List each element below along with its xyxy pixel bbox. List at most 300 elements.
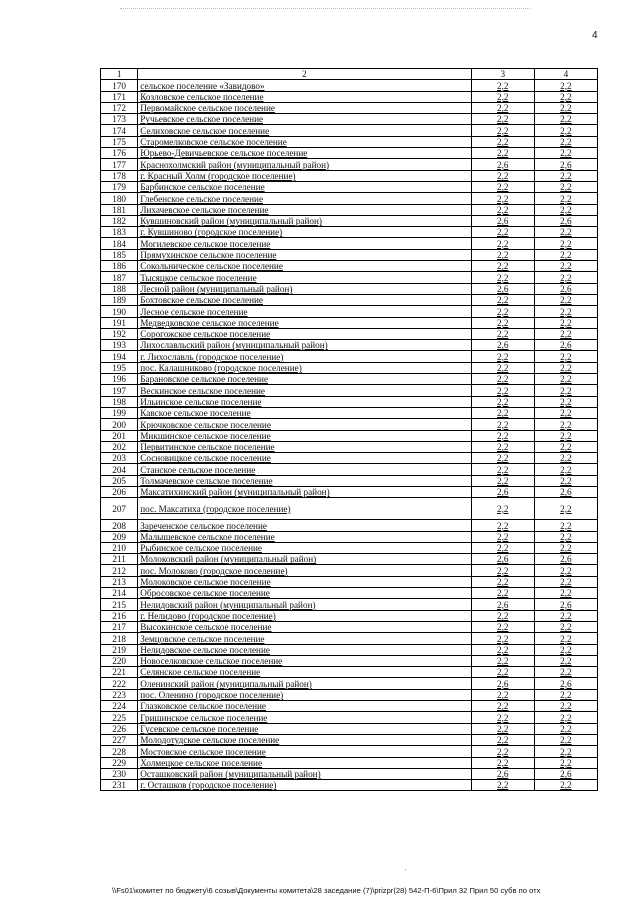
- value-col-3-text: 2,2: [496, 656, 509, 667]
- page-number: 4: [592, 30, 598, 41]
- settlement-name-text: Кувшиновский район (муниципальный район): [140, 216, 322, 227]
- settlement-name-text: Крючковское сельское поселение: [140, 419, 271, 430]
- value-col-3-text: 2,2: [496, 543, 509, 554]
- settlement-name-text: Селиховское сельское поселение: [140, 125, 270, 136]
- value-col-4: [534, 193, 597, 204]
- table-row: [101, 475, 598, 486]
- settlement-name: [138, 351, 471, 362]
- settlement-name: [138, 655, 471, 666]
- value-col-4: [534, 396, 597, 407]
- value-col-4: [534, 565, 597, 576]
- value-col-3: [471, 249, 534, 260]
- value-col-3: [471, 419, 534, 430]
- row-number: 170: [101, 80, 138, 91]
- value-col-3-text: 2,2: [496, 746, 509, 757]
- row-number: 182: [101, 215, 138, 226]
- value-col-3-text: 2,6: [496, 554, 509, 565]
- value-col-4-text: 2,6: [560, 769, 572, 780]
- value-col-3-text: 2,6: [496, 487, 509, 498]
- table-row: [101, 407, 598, 418]
- value-col-4: [534, 114, 597, 125]
- settlement-name-text: сельское поселение «Завидово»: [140, 80, 265, 91]
- settlement-name-text: г. Лихославль (городское поселение): [140, 351, 284, 362]
- value-col-3-text: 2,2: [496, 442, 509, 453]
- value-col-3: [471, 701, 534, 712]
- table-row: [101, 644, 598, 655]
- value-col-4: [534, 588, 597, 599]
- table-row: [101, 204, 598, 215]
- value-col-3: [471, 193, 534, 204]
- value-col-3: [471, 746, 534, 757]
- value-col-4: [534, 655, 597, 666]
- value-col-3-text: 2,2: [496, 531, 509, 542]
- table-row: [101, 362, 598, 373]
- settlement-name-text: Медведковское сельское поселение: [140, 317, 279, 328]
- value-col-4: [534, 407, 597, 418]
- settlement-name: [138, 125, 471, 136]
- table-row: [101, 520, 598, 531]
- settlement-name-text: Осташковский район (муниципальный район): [140, 769, 321, 780]
- value-col-3: [471, 565, 534, 576]
- value-col-4: [534, 520, 597, 531]
- value-col-4: [534, 768, 597, 779]
- table-row: [101, 80, 598, 91]
- value-col-3-text: 2,2: [496, 385, 509, 396]
- value-col-3-text: 2,2: [496, 103, 509, 114]
- row-number: 220: [101, 655, 138, 666]
- value-col-4-text: 2,2: [560, 317, 572, 328]
- value-col-3: [471, 655, 534, 666]
- settlement-name-text: Гусевское сельское поселение: [140, 723, 259, 734]
- value-col-4: [534, 272, 597, 283]
- value-col-4-text: 2,6: [560, 340, 572, 351]
- value-col-3-text: 2,2: [496, 780, 509, 791]
- row-number: 178: [101, 170, 138, 181]
- value-col-3: [471, 317, 534, 328]
- table-row: [101, 374, 598, 385]
- value-col-4-text: 2,2: [560, 385, 572, 396]
- settlement-name: [138, 768, 471, 779]
- table-row: [101, 712, 598, 723]
- value-col-4-text: 2,2: [560, 408, 572, 419]
- value-col-3-text: 2,2: [496, 475, 509, 486]
- value-col-4: [534, 464, 597, 475]
- value-col-3-text: 2,2: [496, 351, 509, 362]
- settlement-name-text: Молоковский район (муниципальный район): [140, 554, 317, 565]
- row-number: 206: [101, 486, 138, 497]
- value-col-4-text: 2,2: [560, 306, 572, 317]
- value-col-3-text: 2,2: [496, 453, 509, 464]
- settlement-name-text: г. Осташков (городское поселение): [140, 780, 277, 791]
- value-col-4-text: 2,2: [560, 295, 572, 306]
- table-row: [101, 148, 598, 159]
- value-col-4: [534, 746, 597, 757]
- table-row: [101, 114, 598, 125]
- row-number: 199: [101, 407, 138, 418]
- table-row: [101, 554, 598, 565]
- table-row: [101, 486, 598, 497]
- value-col-3-text: 2,2: [496, 723, 509, 734]
- settlement-name-text: г. Красный Холм (городское поселение): [140, 170, 296, 181]
- value-col-3-text: 2,2: [496, 757, 509, 768]
- settlement-name: [138, 159, 471, 170]
- settlement-name: [138, 272, 471, 283]
- value-col-3: [471, 678, 534, 689]
- value-col-3: [471, 475, 534, 486]
- settlement-name: [138, 170, 471, 181]
- value-col-3: [471, 328, 534, 339]
- table-row: [101, 757, 598, 768]
- value-col-4-text: 2,2: [560, 475, 572, 486]
- value-col-4: [534, 780, 597, 791]
- value-col-3-text: 2,2: [496, 419, 509, 430]
- value-col-4: [534, 498, 597, 520]
- value-col-4: [534, 667, 597, 678]
- settlement-name-text: Ильинское сельское поселение: [140, 396, 262, 407]
- value-col-3-text: 2,2: [496, 701, 509, 712]
- value-col-3-text: 2,2: [496, 80, 509, 91]
- row-number: 222: [101, 678, 138, 689]
- settlement-name: [138, 531, 471, 542]
- settlement-name: [138, 148, 471, 159]
- value-col-4: [534, 542, 597, 553]
- value-col-3-text: 2,2: [496, 272, 509, 283]
- settlement-name-text: Могилевское сельское поселение: [140, 238, 271, 249]
- value-col-3: [471, 238, 534, 249]
- row-number: 231: [101, 780, 138, 791]
- value-col-3: [471, 610, 534, 621]
- row-number: 192: [101, 328, 138, 339]
- row-number: 224: [101, 701, 138, 712]
- settlement-name: [138, 542, 471, 553]
- row-number: 201: [101, 430, 138, 441]
- value-col-3-text: 2,2: [496, 633, 509, 644]
- settlement-name: [138, 306, 471, 317]
- row-number: 210: [101, 542, 138, 553]
- value-col-3: [471, 272, 534, 283]
- row-number: 212: [101, 565, 138, 576]
- row-number: 208: [101, 520, 138, 531]
- value-col-4: [534, 362, 597, 373]
- value-col-4-text: 2,2: [560, 363, 572, 374]
- settlement-name: [138, 181, 471, 192]
- settlement-name-text: Вескинское сельское поселение: [140, 385, 266, 396]
- value-col-3: [471, 542, 534, 553]
- value-col-4-text: 2,2: [560, 453, 572, 464]
- settlement-name: [138, 204, 471, 215]
- value-col-4: [534, 757, 597, 768]
- value-col-4-text: 2,6: [560, 216, 572, 227]
- settlement-name-text: Лесное сельское поселение: [140, 306, 248, 317]
- value-col-3-text: 2,2: [496, 317, 509, 328]
- settlement-name: [138, 294, 471, 305]
- value-col-4: [534, 215, 597, 226]
- value-col-4-text: 2,2: [560, 193, 572, 204]
- value-col-4-text: 2,2: [560, 644, 572, 655]
- settlement-name: [138, 328, 471, 339]
- row-number: 228: [101, 746, 138, 757]
- value-col-4: [534, 91, 597, 102]
- value-col-3-text: 2,2: [496, 114, 509, 125]
- scan-mark: ·: [404, 866, 407, 875]
- value-col-3-text: 2,6: [496, 216, 509, 227]
- row-number: 196: [101, 374, 138, 385]
- table-row: [101, 170, 598, 181]
- settlement-name-text: Мостовское сельское поселение: [140, 746, 266, 757]
- value-col-3: [471, 621, 534, 632]
- value-col-3: [471, 396, 534, 407]
- value-col-4: [534, 283, 597, 294]
- row-number: 226: [101, 723, 138, 734]
- settlement-name: [138, 644, 471, 655]
- settlement-name: [138, 215, 471, 226]
- row-number: 207: [101, 498, 138, 520]
- value-col-4-text: 2,2: [560, 148, 572, 159]
- settlement-name-text: Зареченское сельское поселение: [140, 520, 267, 531]
- settlement-name-text: Высокинское сельское поселение: [140, 622, 272, 633]
- value-col-3: [471, 351, 534, 362]
- settlement-name: [138, 712, 471, 723]
- settlement-name-text: Барбинское сельское поселение: [140, 182, 265, 193]
- value-col-3-text: 2,2: [496, 622, 509, 633]
- value-col-3-text: 2,2: [496, 363, 509, 374]
- value-col-4: [534, 136, 597, 147]
- value-col-3: [471, 102, 534, 113]
- settlement-name-text: Лесной район (муниципальный район): [140, 283, 293, 294]
- row-number: 215: [101, 599, 138, 610]
- value-col-3: [471, 599, 534, 610]
- value-col-4: [534, 701, 597, 712]
- value-col-3-text: 2,2: [496, 577, 509, 588]
- settlement-name-text: пос. Оленино (городское поселение): [140, 690, 284, 701]
- value-col-3-text: 2,6: [496, 340, 509, 351]
- settlement-name-text: Тысяцкое сельское поселение: [140, 272, 257, 283]
- table-row: [101, 238, 598, 249]
- settlement-name: [138, 249, 471, 260]
- row-number: 185: [101, 249, 138, 260]
- table-row: [101, 542, 598, 553]
- table-row: [101, 689, 598, 700]
- value-col-4-text: 2,2: [560, 690, 572, 701]
- settlement-name-text: Лихославльский район (муниципальный район): [140, 340, 328, 351]
- value-col-4: [534, 294, 597, 305]
- row-number: 211: [101, 554, 138, 565]
- value-col-3: [471, 283, 534, 294]
- table-row: [101, 610, 598, 621]
- value-col-4: [534, 170, 597, 181]
- value-col-4-text: 2,2: [560, 182, 572, 193]
- value-col-4: [534, 306, 597, 317]
- table-row: [101, 351, 598, 362]
- value-col-4-text: 2,2: [560, 701, 572, 712]
- value-col-3-text: 2,2: [496, 193, 509, 204]
- settlement-name-text: Толмачевское сельское поселение: [140, 475, 273, 486]
- settlement-name-text: пос. Молоково (городское поселение): [140, 565, 288, 576]
- table-row: [101, 734, 598, 745]
- value-col-4-text: 2,2: [560, 238, 572, 249]
- settlement-name-text: Микшинское сельское поселение: [140, 430, 271, 441]
- value-col-4: [534, 453, 597, 464]
- value-col-3: [471, 441, 534, 452]
- settlement-name-text: Молодотудское сельское поселение: [140, 735, 280, 746]
- value-col-3-text: 2,6: [496, 159, 509, 170]
- settlement-name-text: Бохтовское сельское поселение: [140, 295, 263, 306]
- table-row: [101, 328, 598, 339]
- row-number: 174: [101, 125, 138, 136]
- value-col-3: [471, 734, 534, 745]
- value-col-4-text: 2,2: [560, 757, 572, 768]
- settlement-name-text: Максатихинский район (муниципальный район): [140, 487, 330, 498]
- value-col-3: [471, 633, 534, 644]
- value-col-4-text: 2,2: [560, 667, 572, 678]
- settlement-name-text: Новоселковское сельское поселение: [140, 656, 283, 667]
- value-col-3: [471, 723, 534, 734]
- table-row: [101, 249, 598, 260]
- settlement-name: [138, 498, 471, 520]
- table-row: [101, 91, 598, 102]
- settlement-name: [138, 746, 471, 757]
- table-row: [101, 498, 598, 520]
- value-col-3: [471, 576, 534, 587]
- settlement-name: [138, 430, 471, 441]
- settlement-name: [138, 419, 471, 430]
- table-header-row: [101, 69, 598, 80]
- settlement-name-text: пос. Максатиха (городское поселение): [140, 503, 291, 514]
- settlement-name-text: Станское сельское поселение: [140, 464, 256, 475]
- settlement-name: [138, 621, 471, 632]
- row-number: 197: [101, 385, 138, 396]
- value-col-3-text: 2,2: [496, 170, 509, 181]
- settlement-name-text: Рыбинское сельское поселение: [140, 543, 262, 554]
- settlement-name: [138, 588, 471, 599]
- table-row: [101, 136, 598, 147]
- settlement-name: [138, 362, 471, 373]
- settlement-name: [138, 554, 471, 565]
- value-col-4-text: 2,2: [560, 656, 572, 667]
- value-col-3: [471, 768, 534, 779]
- value-col-3-text: 2,2: [496, 396, 509, 407]
- value-col-4-text: 2,2: [560, 503, 572, 514]
- row-number: 176: [101, 148, 138, 159]
- settlement-name: [138, 227, 471, 238]
- row-number: 193: [101, 340, 138, 351]
- value-col-4-text: 2,6: [560, 554, 572, 565]
- value-col-4-text: 2,2: [560, 622, 572, 633]
- settlement-name: [138, 407, 471, 418]
- value-col-4: [534, 531, 597, 542]
- value-col-3: [471, 520, 534, 531]
- header-col-4: 4: [534, 69, 597, 80]
- settlement-name: [138, 678, 471, 689]
- table-row: [101, 723, 598, 734]
- value-col-4-text: 2,2: [560, 329, 572, 340]
- table-row: [101, 159, 598, 170]
- value-col-3-text: 2,6: [496, 769, 509, 780]
- value-col-4: [534, 689, 597, 700]
- settlement-name: [138, 340, 471, 351]
- value-col-3-text: 2,2: [496, 667, 509, 678]
- value-col-4-text: 2,2: [560, 114, 572, 125]
- value-col-3: [471, 294, 534, 305]
- settlement-name-text: Сорогожское сельское поселение: [140, 329, 271, 340]
- table-row: [101, 227, 598, 238]
- settlement-name-text: Ручьевское сельское поселение: [140, 114, 264, 125]
- settlement-name-text: Юрьево-Девичьевское сельское поселение: [140, 148, 308, 159]
- settlement-name-text: Краснохолмский район (муниципальный район): [140, 159, 330, 170]
- row-number: 209: [101, 531, 138, 542]
- value-col-3: [471, 261, 534, 272]
- settlement-name: [138, 701, 471, 712]
- table-row: [101, 261, 598, 272]
- value-col-4-text: 2,6: [560, 283, 572, 294]
- settlement-name: [138, 599, 471, 610]
- value-col-4-text: 2,2: [560, 430, 572, 441]
- value-col-3: [471, 486, 534, 497]
- value-col-3-text: 2,2: [496, 464, 509, 475]
- table-row: [101, 667, 598, 678]
- value-col-4: [534, 678, 597, 689]
- table-row: [101, 272, 598, 283]
- value-col-3: [471, 159, 534, 170]
- value-col-4-text: 2,2: [560, 419, 572, 430]
- value-col-4: [534, 374, 597, 385]
- settlement-name: [138, 396, 471, 407]
- value-col-3: [471, 374, 534, 385]
- settlement-name-text: Козловское сельское поселение: [140, 91, 264, 102]
- settlement-name: [138, 610, 471, 621]
- value-col-4-text: 2,6: [560, 487, 572, 498]
- table-row: [101, 283, 598, 294]
- settlement-name: [138, 633, 471, 644]
- value-col-3-text: 2,2: [496, 238, 509, 249]
- value-col-3: [471, 362, 534, 373]
- value-col-3-text: 2,2: [496, 503, 509, 514]
- row-number: 203: [101, 453, 138, 464]
- row-number: 173: [101, 114, 138, 125]
- value-col-3: [471, 498, 534, 520]
- value-col-3: [471, 80, 534, 91]
- settlement-name-text: Земцовское сельское поселение: [140, 633, 265, 644]
- table-row: [101, 531, 598, 542]
- settlement-name-text: пос. Калашниково (городское поселение): [140, 363, 302, 374]
- row-number: 181: [101, 204, 138, 215]
- row-number: 221: [101, 667, 138, 678]
- value-col-3-text: 2,2: [496, 408, 509, 419]
- value-col-3-text: 2,6: [496, 599, 509, 610]
- table-row: [101, 701, 598, 712]
- value-col-3: [471, 136, 534, 147]
- table-row: [101, 193, 598, 204]
- file-path-footer: \\Fs01\комитет по бюджету\6 созыв\Документы комитета\28 заседание (7)\prizpr(28) 542-П-6\Прил 32 Прил 50 субв по отх: [112, 886, 541, 895]
- settlement-name: [138, 453, 471, 464]
- table-row: [101, 385, 598, 396]
- settlement-name: [138, 193, 471, 204]
- settlement-name: [138, 261, 471, 272]
- row-number: 198: [101, 396, 138, 407]
- row-number: 219: [101, 644, 138, 655]
- value-col-4-text: 2,2: [560, 464, 572, 475]
- settlement-name: [138, 136, 471, 147]
- settlement-name: [138, 441, 471, 452]
- value-col-3-text: 2,2: [496, 430, 509, 441]
- table-row: [101, 125, 598, 136]
- settlement-name-text: Нелидовский район (муниципальный район): [140, 599, 316, 610]
- settlement-name-text: г. Кувшиново (городское поселение): [140, 227, 283, 238]
- table-row: [101, 768, 598, 779]
- value-col-4: [534, 723, 597, 734]
- value-col-3-text: 2,2: [496, 712, 509, 723]
- value-col-4: [534, 734, 597, 745]
